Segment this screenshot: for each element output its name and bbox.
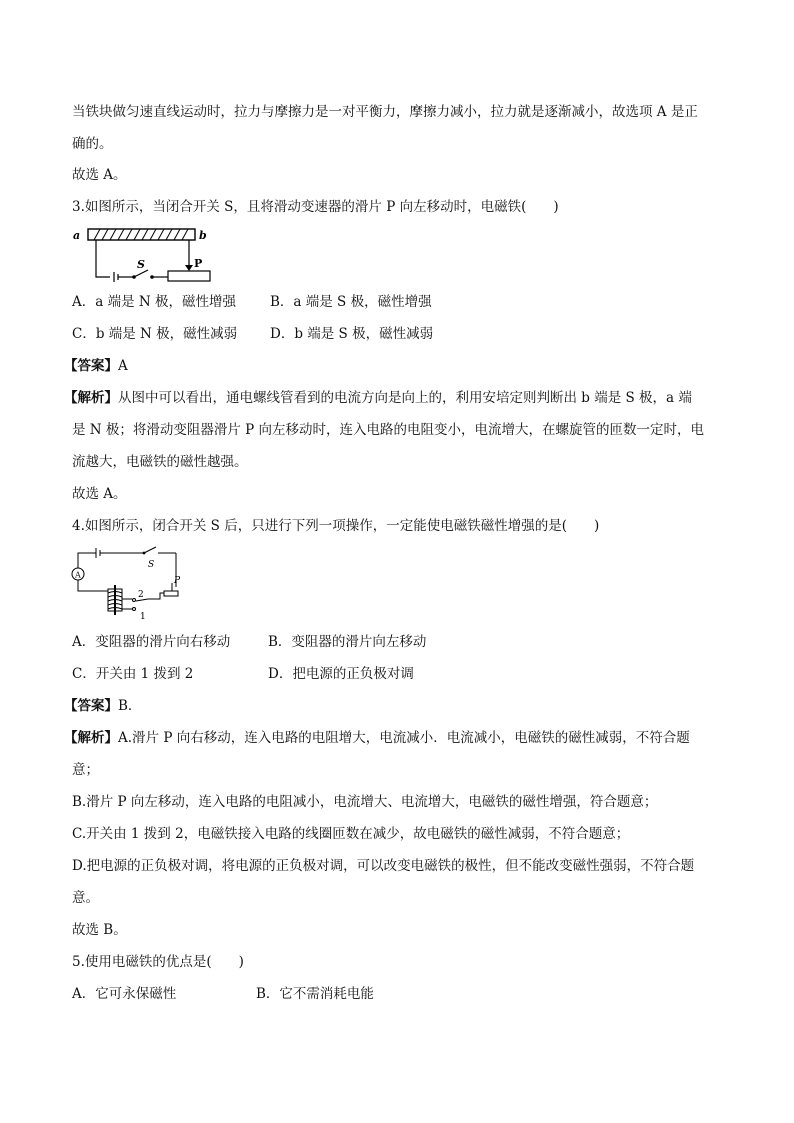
analysis-line: 是 N 极；将滑动变阻器滑片 P 向左移动时，连入电路的电阻变小，电流增大，在螺旋管的匝数一定时，电 xyxy=(72,422,705,438)
slider-label-p: P xyxy=(194,257,203,270)
switch-contact xyxy=(143,552,146,555)
switch-contact xyxy=(150,275,154,279)
analysis-line: 意。 xyxy=(72,890,99,906)
slider-arrow xyxy=(185,265,193,271)
question-5-stem: 5.使用电磁铁的优点是( ) xyxy=(72,954,244,970)
option-b: B．它不需消耗电能 xyxy=(256,986,374,1002)
analysis-line: B.滑片 P 向左移动，连入电路的电阻减小，电流增大、电流增大，电磁铁的磁性增强，符合题意； xyxy=(72,794,658,810)
switch-label-s: S xyxy=(137,258,145,271)
analysis-line: C.开关由 1 拨到 2，电磁铁接入电路的线圈匝数在减少，故电磁铁的磁性减弱，不符合题意； xyxy=(72,826,630,842)
option-b: B．变阻器的滑片向左移动 xyxy=(268,634,427,650)
terminal-label-1: 1 xyxy=(140,612,146,622)
switch-contact xyxy=(132,275,136,279)
answer-tag: 【答案】 xyxy=(64,358,118,374)
conclusion-line: 故选 A。 xyxy=(72,486,127,502)
ammeter-label: A xyxy=(75,570,81,580)
switch-label-s: S xyxy=(148,560,155,570)
terminal-2 xyxy=(133,599,136,602)
analysis-line xyxy=(64,389,692,407)
answer-line xyxy=(64,357,128,375)
solenoid xyxy=(88,229,195,240)
answer-value: A xyxy=(118,358,128,374)
question-3-circuit-figure xyxy=(72,225,217,285)
option-c: C．开关由 1 拨到 2 xyxy=(72,666,194,682)
answer-tag: 【答案】 xyxy=(64,698,118,714)
answer-value: B． xyxy=(118,698,142,714)
answer-line xyxy=(64,697,141,715)
option-c: C．b 端是 N 极，磁性减弱 xyxy=(72,326,238,342)
paragraph-line: 当铁块做匀速直线运动时，拉力与摩擦力是一对平衡力，摩擦力减小，拉力就是逐渐减小，故选项 A 是正 xyxy=(72,104,698,120)
conclusion-line: 故选 A。 xyxy=(72,167,127,183)
analysis-text: A.滑片 P 向右移动，连入电路的电阻增大，电流减小．电流减小，电磁铁的磁性减弱，不符合题 xyxy=(118,730,690,746)
option-d: D．b 端是 S 极，磁性减弱 xyxy=(270,326,434,342)
paragraph-line: 确的。 xyxy=(72,136,113,152)
option-d: D．把电源的正负极对调 xyxy=(268,666,414,682)
rheostat xyxy=(168,271,210,281)
option-a: A．a 端是 N 极，磁性增强 xyxy=(72,294,236,310)
question-4-stem: 4.如图所示，闭合开关 S 后，只进行下列一项操作，一定能使电磁铁磁性增强的是( ) xyxy=(72,518,600,534)
analysis-line: 流越大，电磁铁的磁性越强。 xyxy=(72,454,248,470)
analysis-line: 意； xyxy=(72,762,99,778)
option-a: A．变阻器的滑片向右移动 xyxy=(72,634,231,650)
analysis-line: D.把电源的正负极对调，将电源的正负极对调，可以改变电磁铁的极性，但不能改变磁性强弱，不符合题 xyxy=(72,858,695,874)
end-label-b: b xyxy=(199,229,207,242)
question-4-circuit-figure xyxy=(68,543,188,623)
analysis-text: 从图中可以看出，通电螺线管看到的电流方向是向上的，利用安培定则判断出 b 端是 S 极，a 端 xyxy=(118,390,692,406)
option-b: B．a 端是 S 极，磁性增强 xyxy=(270,294,432,310)
option-a: A．它可永保磁性 xyxy=(72,986,177,1002)
conclusion-line: 故选 B。 xyxy=(72,922,127,938)
terminal-label-2: 2 xyxy=(138,590,144,600)
analysis-line xyxy=(64,729,690,747)
analysis-tag: 【解析】 xyxy=(64,730,118,746)
slider-label-p: P xyxy=(174,576,181,586)
end-label-a: a xyxy=(73,229,81,242)
terminal-1 xyxy=(133,608,136,611)
analysis-tag: 【解析】 xyxy=(64,390,118,406)
question-3-stem: 3.如图所示，当闭合开关 S，且将滑动变速器的滑片 P 向左移动时，电磁铁( ) xyxy=(72,199,559,215)
